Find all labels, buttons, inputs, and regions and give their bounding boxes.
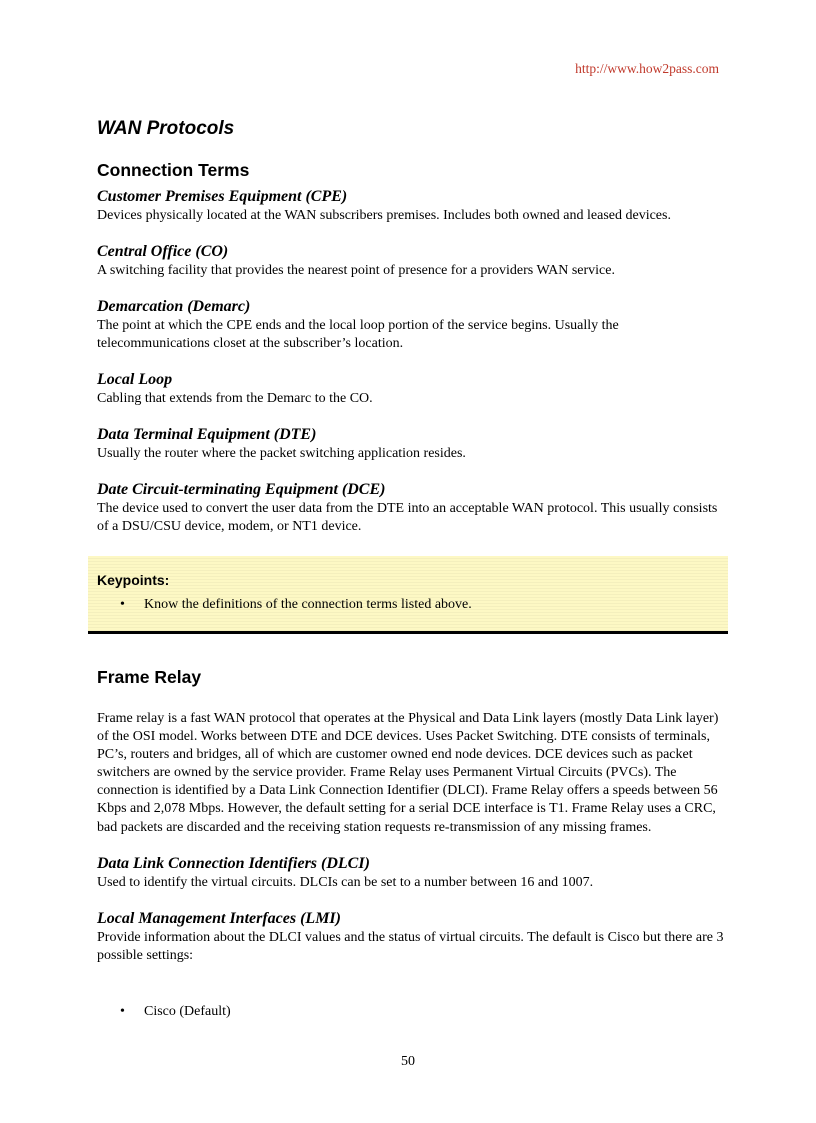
- term-title: Demarcation (Demarc): [97, 298, 251, 315]
- term-description: The device used to convert the user data from the DTE into an acceptable WAN protocol. This usually consists of a DSU/CSU device, modem, or NT1 device.: [97, 501, 718, 534]
- frame-relay-section: [97, 667, 727, 1019]
- keypoint-text: Know the definitions of the connection terms listed above.: [144, 597, 472, 612]
- term-dte: [97, 425, 727, 463]
- term-local-loop: [97, 370, 727, 408]
- frame-relay-heading: Frame Relay: [97, 667, 202, 687]
- lmi-list-text: Cisco (Default): [144, 1004, 231, 1019]
- term-title: Date Circuit-terminating Equipment (DCE): [97, 481, 386, 498]
- keypoints-box: [88, 556, 728, 634]
- frame-relay-intro: Frame relay is a fast WAN protocol that operates at the Physical and Data Link layers (mostly Data Link layer) of the OSI model. Works between DTE and DCE devices. Uses Packet Switching. DTE consists of terminals, PC’s, routers and bridges, all of which are customer owned end node devices. DCE devices such as packet switchers are owned by the service provider. Frame Relay uses Permanent Virtual Circuits (PVCs). The connection is identified by a Data Link Connection Identifier (DLCI). Frame Relay offers a speeds between 56 Kbps and 2,078 Mbps. However, the default setting for a serial DCE interface is T1. Frame Relay uses a CRC, bad packets are discarded and the receiving station requests re-transmission of any missing frames.: [97, 711, 719, 835]
- term-title: Data Terminal Equipment (DTE): [97, 426, 317, 443]
- section-title: WAN Protocols: [97, 118, 235, 139]
- term-dlci: [97, 854, 727, 892]
- page-number: 50: [401, 1054, 415, 1069]
- keypoints-title: Keypoints:: [97, 572, 170, 588]
- term-lmi: [97, 909, 727, 965]
- term-title: Data Link Connection Identifiers (DLCI): [97, 854, 370, 872]
- term-title: Local Management Interfaces (LMI): [97, 909, 341, 927]
- term-demarc: [97, 297, 727, 353]
- connection-terms-heading: Connection Terms: [97, 160, 250, 180]
- term-description: Devices physically located at the WAN subscribers premises. Includes both owned and leased devices.: [97, 208, 671, 223]
- term-title: Central Office (CO): [97, 243, 229, 260]
- term-title: Customer Premises Equipment (CPE): [97, 188, 348, 205]
- term-description: A switching facility that provides the nearest point of presence for a providers WAN service.: [97, 263, 615, 278]
- term-description: Usually the router where the packet switching application resides.: [97, 446, 466, 461]
- term-title: Local Loop: [97, 371, 173, 388]
- term-cpe: [97, 187, 727, 225]
- term-description: Cabling that extends from the Demarc to the CO.: [97, 391, 373, 406]
- term-description: Provide information about the DLCI values and the status of virtual circuits. The default is Cisco but there are 3 possible settings:: [97, 929, 724, 963]
- term-dce: [97, 480, 727, 536]
- term-description: Used to identify the virtual circuits. DLCIs can be set to a number between 16 and 1007.: [97, 874, 594, 890]
- header-url[interactable]: http://www.how2pass.com: [575, 61, 719, 76]
- term-co: [97, 242, 727, 280]
- bullet-icon: •: [120, 597, 125, 612]
- main-content: [97, 118, 727, 553]
- bullet-icon: •: [120, 1004, 125, 1019]
- term-description: The point at which the CPE ends and the local loop portion of the service begins. Usually the telecommunications closet at the subscriber’s location.: [97, 318, 619, 351]
